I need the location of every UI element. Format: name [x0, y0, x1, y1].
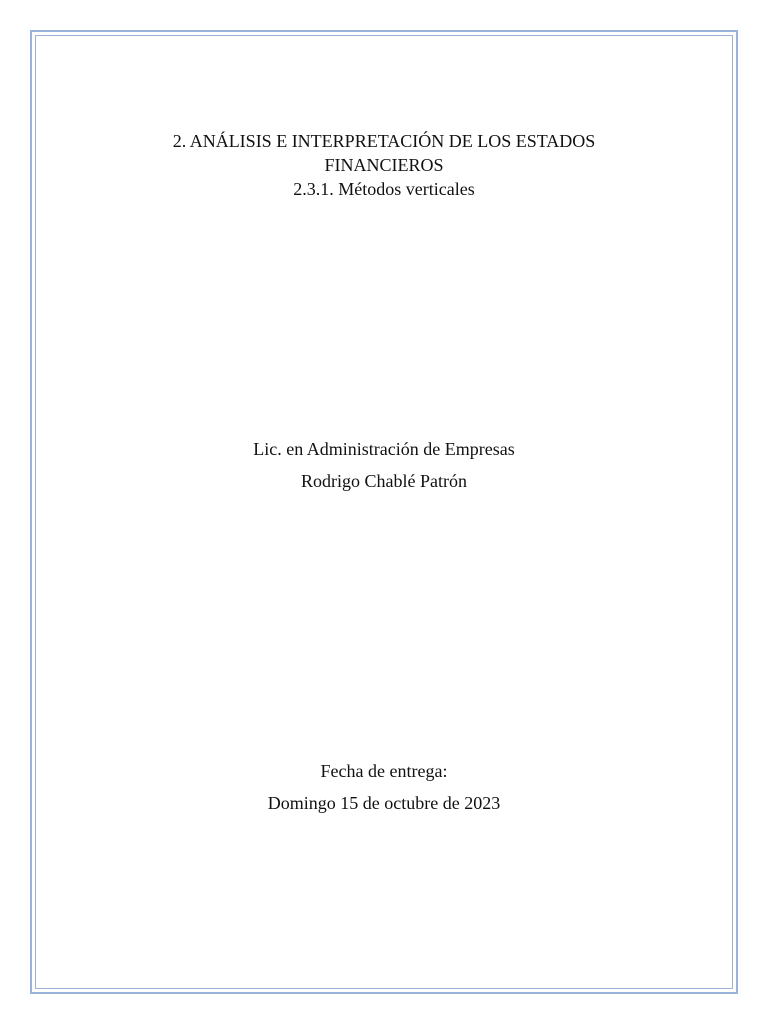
due-date-section: [0, 755, 768, 819]
due-date-label: Fecha de entrega:: [320, 761, 448, 781]
due-date-value: Domingo 15 de octubre de 2023: [267, 793, 501, 813]
document-subtitle: 2.3.1. Métodos verticales: [293, 179, 475, 199]
program-name: Lic. en Administración de Empresas: [253, 439, 515, 459]
author-name: Rodrigo Chablé Patrón: [301, 471, 467, 491]
title-section: [0, 129, 768, 201]
author-section: [0, 433, 768, 497]
document-title: 2. ANÁLISIS E INTERPRETACIÓN DE LOS ESTADOS FINANCIEROS: [172, 131, 596, 175]
